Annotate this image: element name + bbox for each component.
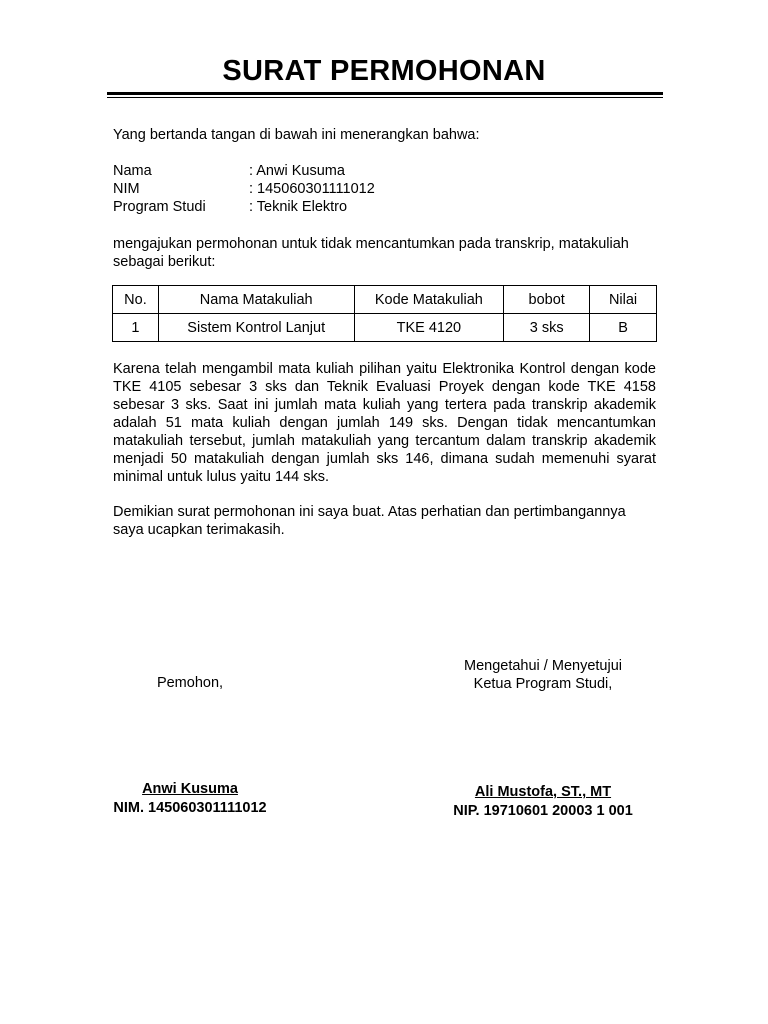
- course-table: [112, 285, 657, 342]
- reason-paragraph: Karena telah mengambil mata kuliah pilihan yaitu Elektronika Kontrol dengan kode TKE 4105 sebesar 3 sks dan Teknik Evaluasi Proyek dengan kode TKE 4158 sebesar 3 sks. Saat ini jumlah mata kuliah yang tertera pada transkrip akademik adalah 51 mata kuliah dengan jumlah 149 sks. Dengan tidak mencantumkan matakuliah tersebut, jumlah matakuliah yang tercantum dalam transkrip akademik menjadi 50 matakuliah dengan jumlah sks 146, dimana sudah memenuhi syarat minimal untuk lulus yaitu 144 sks.: [113, 361, 656, 485]
- table-header-row: [113, 286, 657, 314]
- approver-role-line1: Mengetahui / Menyetujui: [464, 658, 622, 674]
- title-underline-thick: [107, 92, 663, 95]
- closing-paragraph: Demikian surat permohonan ini saya buat. Atas perhatian dan pertimbangannya saya ucapkan terimakasih.: [113, 504, 626, 538]
- cell-credits: 3 sks: [504, 314, 590, 342]
- approver-role-line2: Ketua Program Studi,: [473, 676, 613, 692]
- cell-course-name: Sistem Kontrol Lanjut: [158, 314, 354, 342]
- identity-value: : Anwi Kusuma: [249, 163, 345, 179]
- column-header-grade: Nilai: [590, 286, 657, 314]
- title-underline-thin: [107, 97, 663, 98]
- identity-label: NIM: [113, 181, 140, 197]
- identity-label: Nama: [113, 163, 152, 179]
- cell-grade: B: [590, 314, 657, 342]
- approver-name: Ali Mustofa, ST., MT: [474, 784, 612, 800]
- applicant-id: NIM. 145060301111012: [113, 800, 267, 816]
- column-header-course-name: Nama Matakuliah: [158, 286, 354, 314]
- approver-role: [443, 657, 643, 693]
- table-row: [113, 314, 657, 342]
- identity-label: Program Studi: [113, 199, 206, 215]
- document-title: SURAT PERMOHONAN: [222, 55, 546, 87]
- request-paragraph: mengajukan permohonan untuk tidak mencantumkan pada transkrip, matakuliah sebagai berikut:: [113, 236, 629, 270]
- identity-value: : Teknik Elektro: [249, 199, 348, 215]
- approver-id: NIP. 19710601 20003 1 001: [453, 803, 633, 819]
- identity-value: : 145060301111012: [249, 181, 375, 197]
- cell-course-code: TKE 4120: [354, 314, 504, 342]
- column-header-course-code: Kode Matakuliah: [354, 286, 504, 314]
- identity-row-program: [113, 198, 656, 216]
- cell-no: 1: [113, 314, 159, 342]
- identity-block: [113, 162, 656, 216]
- identity-row-nim: [113, 180, 656, 198]
- applicant-name: Anwi Kusuma: [142, 781, 238, 797]
- intro-paragraph: Yang bertanda tangan di bawah ini menerangkan bahwa:: [113, 127, 480, 143]
- identity-row-name: [113, 162, 656, 180]
- column-header-credits: bobot: [504, 286, 590, 314]
- applicant-role: Pemohon,: [156, 675, 224, 691]
- column-header-no: No.: [113, 286, 159, 314]
